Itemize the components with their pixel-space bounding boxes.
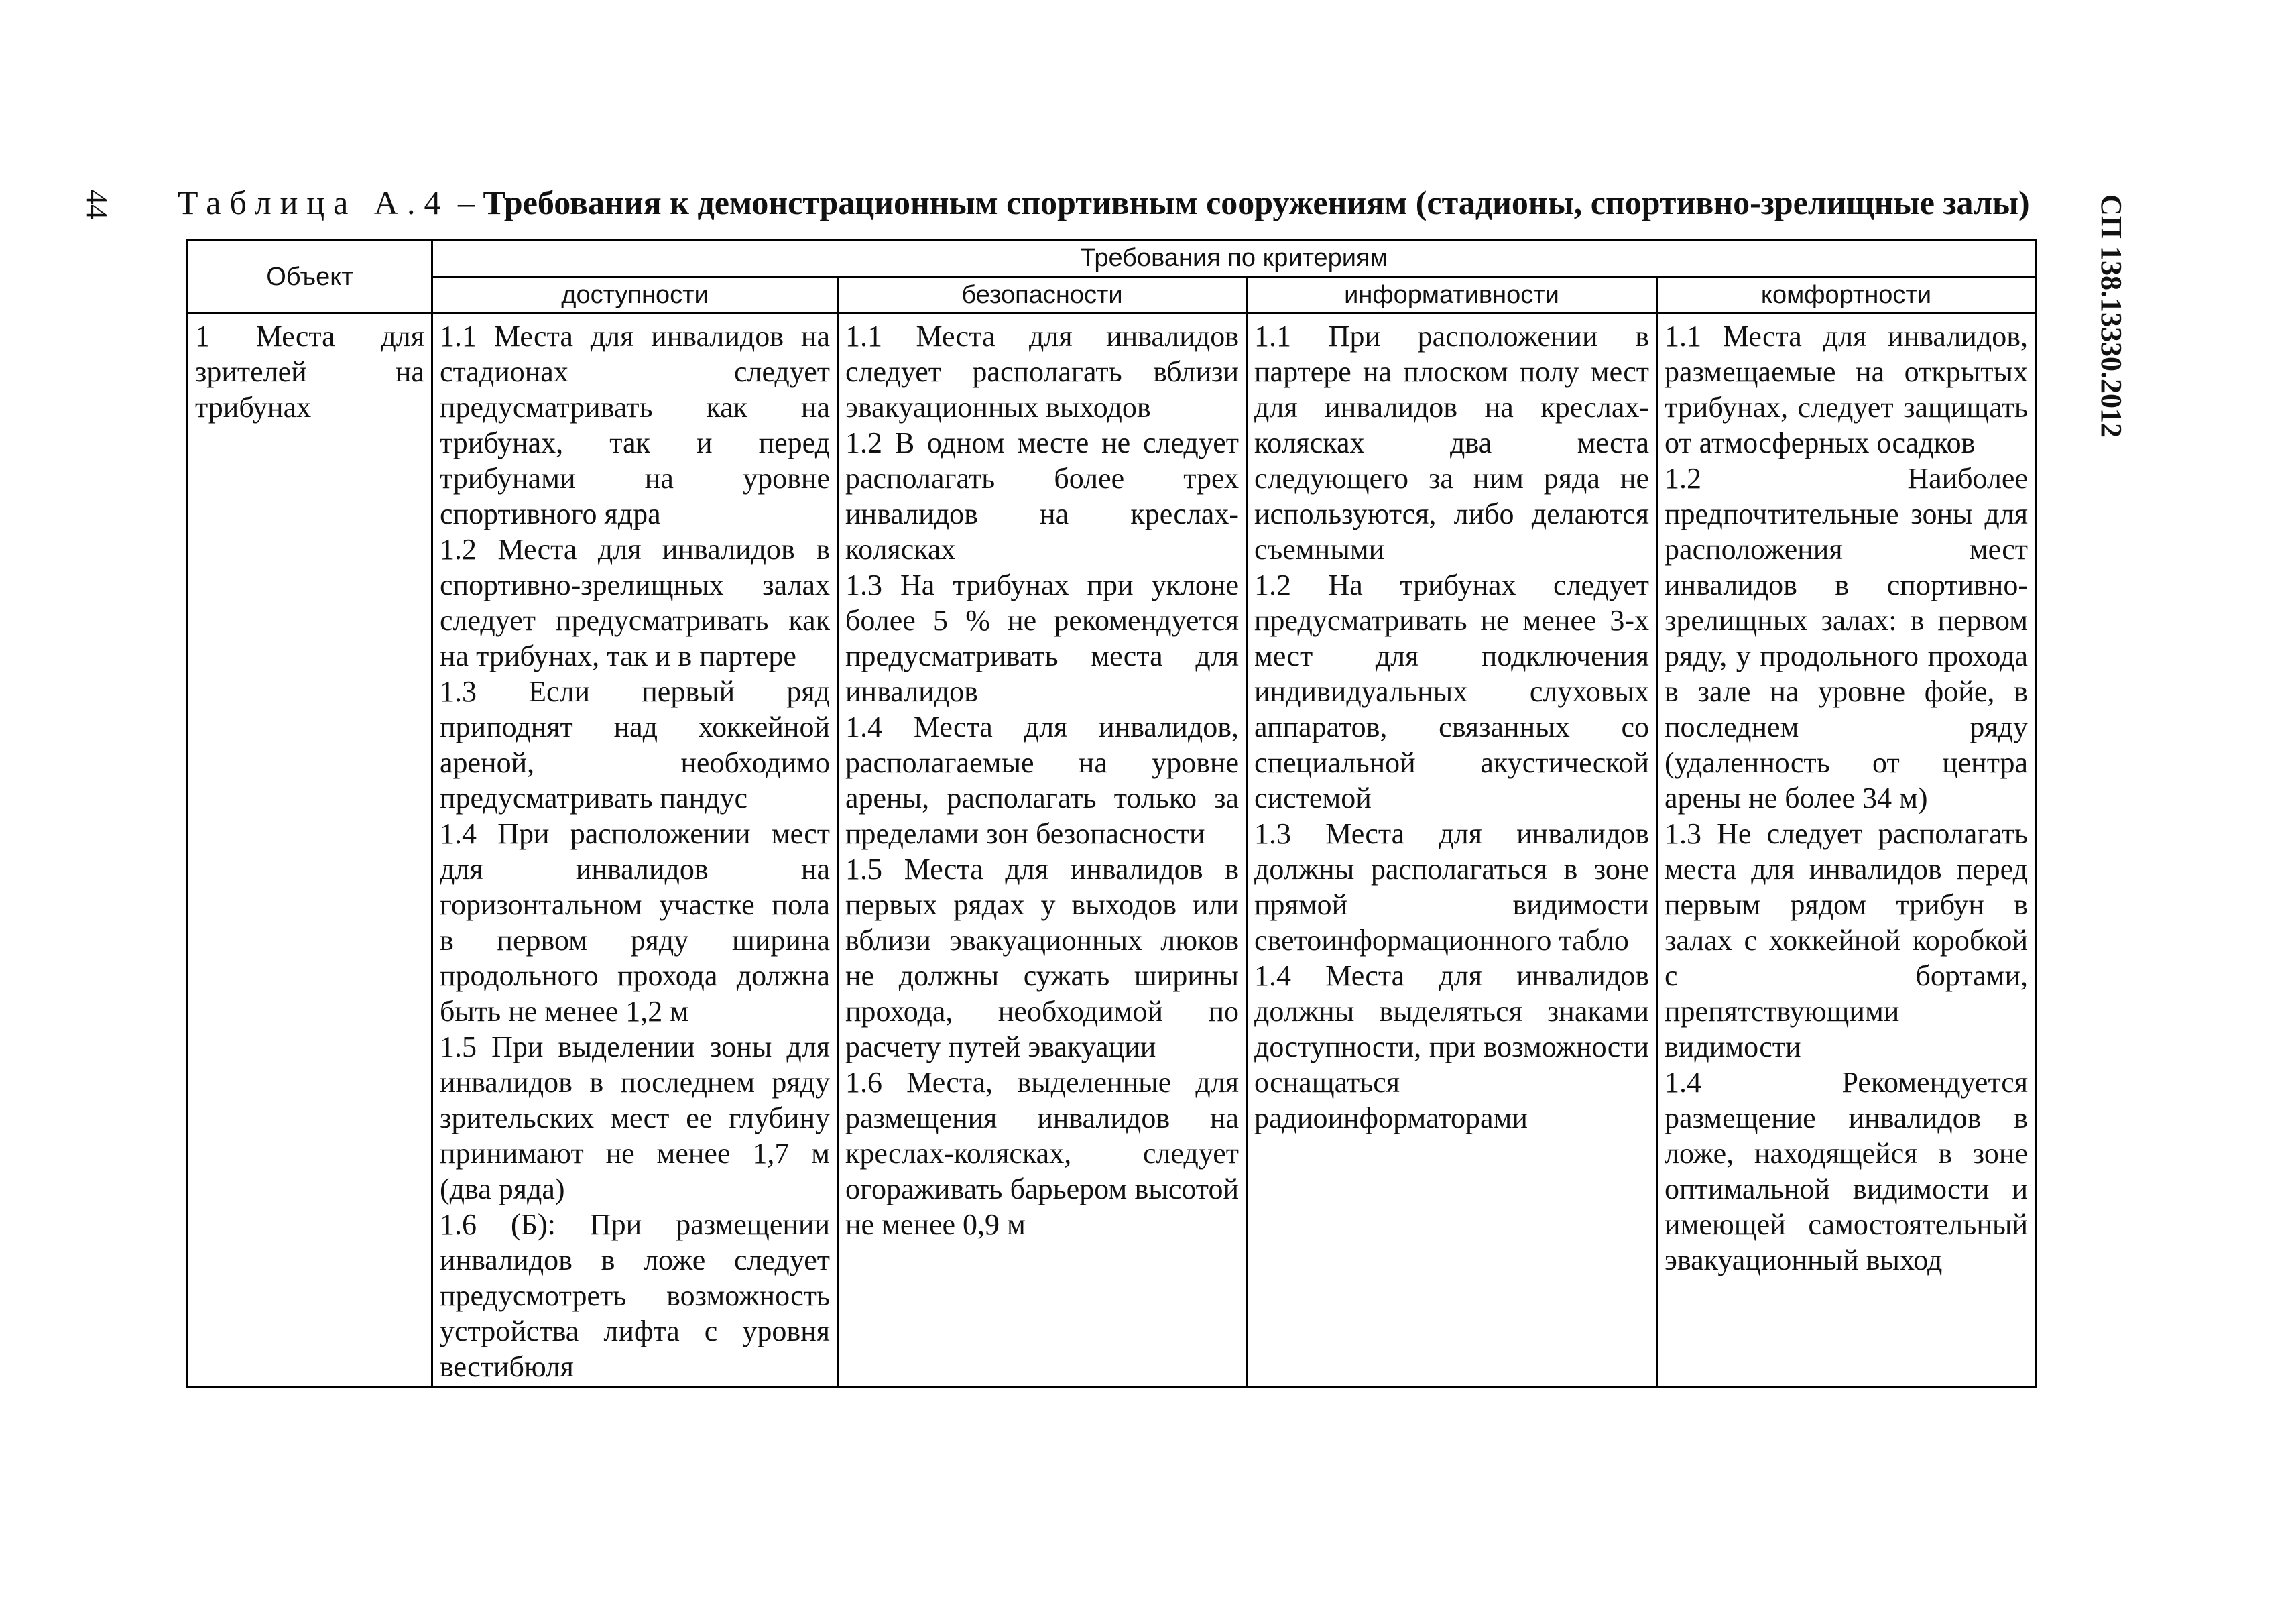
accessibility-item: 1.2 Места для инвалидов в спортивно-зрелищных залах следует предусматривать как на трибунах, так и в партере xyxy=(440,533,830,672)
informativeness-item: 1.2 На трибунах следует предусматривать не менее 3-х мест для подключения индивидуальных слуховых аппаратов, связанных со специальной акустической системой xyxy=(1254,568,1649,815)
safety-item: 1.3 На трибунах при уклоне более 5 % не рекомендуется предусматривать места для инвалидов xyxy=(845,568,1239,708)
document-code: СП 138.13330.2012 xyxy=(2095,194,2128,438)
cell-comfort xyxy=(1657,314,2036,1387)
accessibility-item: 1.1 Места для инвалидов на стадионах следует предусматривать как на трибунах, так и перед трибунами на уровне спортивного ядра xyxy=(440,320,830,530)
comfort-item: 1.3 Не следует располагать места для инвалидов перед первым рядом трибун в залах с хоккейной коробкой с бортами, препятствующими видимости xyxy=(1665,817,2028,1063)
table-caption xyxy=(178,182,2041,223)
safety-item: 1.5 Места для инвалидов в первых рядах у выходов или вблизи эвакуационных люков не должны сужать ширины прохода, необходимой по расчету путей эвакуации xyxy=(845,853,1239,1063)
table-row xyxy=(188,314,2036,1387)
cell-object xyxy=(188,314,432,1387)
safety-item: 1.4 Места для инвалидов, располагаемые на уровне арены, располагать только за пределами зон безопасности xyxy=(845,711,1239,850)
cell-safety xyxy=(838,314,1247,1387)
header-criteria-group: Требования по критериям xyxy=(432,240,2036,277)
header-object: Объект xyxy=(188,240,432,314)
header-accessibility: доступности xyxy=(432,277,838,314)
comfort-item: 1.1 Места для инвалидов, размещаемые на открытых трибунах, следует защищать от атмосферных осадков xyxy=(1665,320,2028,459)
accessibility-item: 1.3 Если первый ряд приподнят над хоккейной ареной, необходимо предусматривать пандус xyxy=(440,675,830,815)
informativeness-item: 1.4 Места для инвалидов должны выделяться знаками доступности, при возможности оснащаться радиоинформаторами xyxy=(1254,959,1649,1134)
object-text: 1 Места для зрителей на трибунах xyxy=(195,320,424,424)
header-informativeness: информативности xyxy=(1247,277,1657,314)
accessibility-item: 1.6 (Б): При размещении инвалидов в ложе следует предусмотреть возможность устройства лифта с уровня вестибюля xyxy=(440,1208,830,1383)
header-safety: безопасности xyxy=(838,277,1247,314)
header-row-group xyxy=(188,240,2036,277)
comfort-item: 1.4 Рекомендуется размещение инвалидов в ложе, находящейся в зоне оптимальной видимости и имеющей самостоятельный эвакуационный выход xyxy=(1665,1066,2028,1276)
cell-accessibility xyxy=(432,314,838,1387)
safety-item: 1.2 В одном месте не следует располагать более трех инвалидов на креслах-колясках xyxy=(845,426,1239,566)
requirements-table xyxy=(186,239,2037,1388)
safety-item: 1.6 Места, выделенные для размещения инвалидов на креслах-колясках, следует огораживать барьером высотой не менее 0,9 м xyxy=(845,1066,1239,1241)
caption-dash: – xyxy=(449,184,483,221)
comfort-item: 1.2 Наиболее предпочтительные зоны для расположения мест инвалидов в спортивно-зрелищных залах: в первом ряду, у продольного прохода в зале на уровне фойе, в последнем ряду (удаленность от центра арены не более 34 м) xyxy=(1665,462,2028,815)
accessibility-item: 1.4 При расположении мест для инвалидов на горизонтальном участке пола в первом ряду ширина продольного прохода должна быть не менее 1,2 м xyxy=(440,817,830,1028)
accessibility-item: 1.5 При выделении зоны для инвалидов в последнем ряду зрительских мест ее глубину принимают не менее 1,7 м (два ряда) xyxy=(440,1030,830,1205)
cell-informativeness xyxy=(1247,314,1657,1387)
informativeness-item: 1.3 Места для инвалидов должны располагаться в зоне прямой видимости светоинформационного табло xyxy=(1254,817,1649,957)
safety-item: 1.1 Места для инвалидов следует располагать вблизи эвакуационных выходов xyxy=(845,320,1239,424)
table-label: Таблица А.4 xyxy=(178,184,450,221)
page-number: 44 xyxy=(80,190,113,219)
informativeness-item: 1.1 При расположении в партере на плоском полу мест для инвалидов на креслах-колясках два места следующего за ним ряда не используются, либо делаются съемными xyxy=(1254,320,1649,566)
table-title: Требования к демонстрационным спортивным сооружениям (стадионы, спортивно-зрелищные залы) xyxy=(483,184,2030,221)
header-comfort: комфортности xyxy=(1657,277,2036,314)
header-row-columns xyxy=(188,277,2036,314)
